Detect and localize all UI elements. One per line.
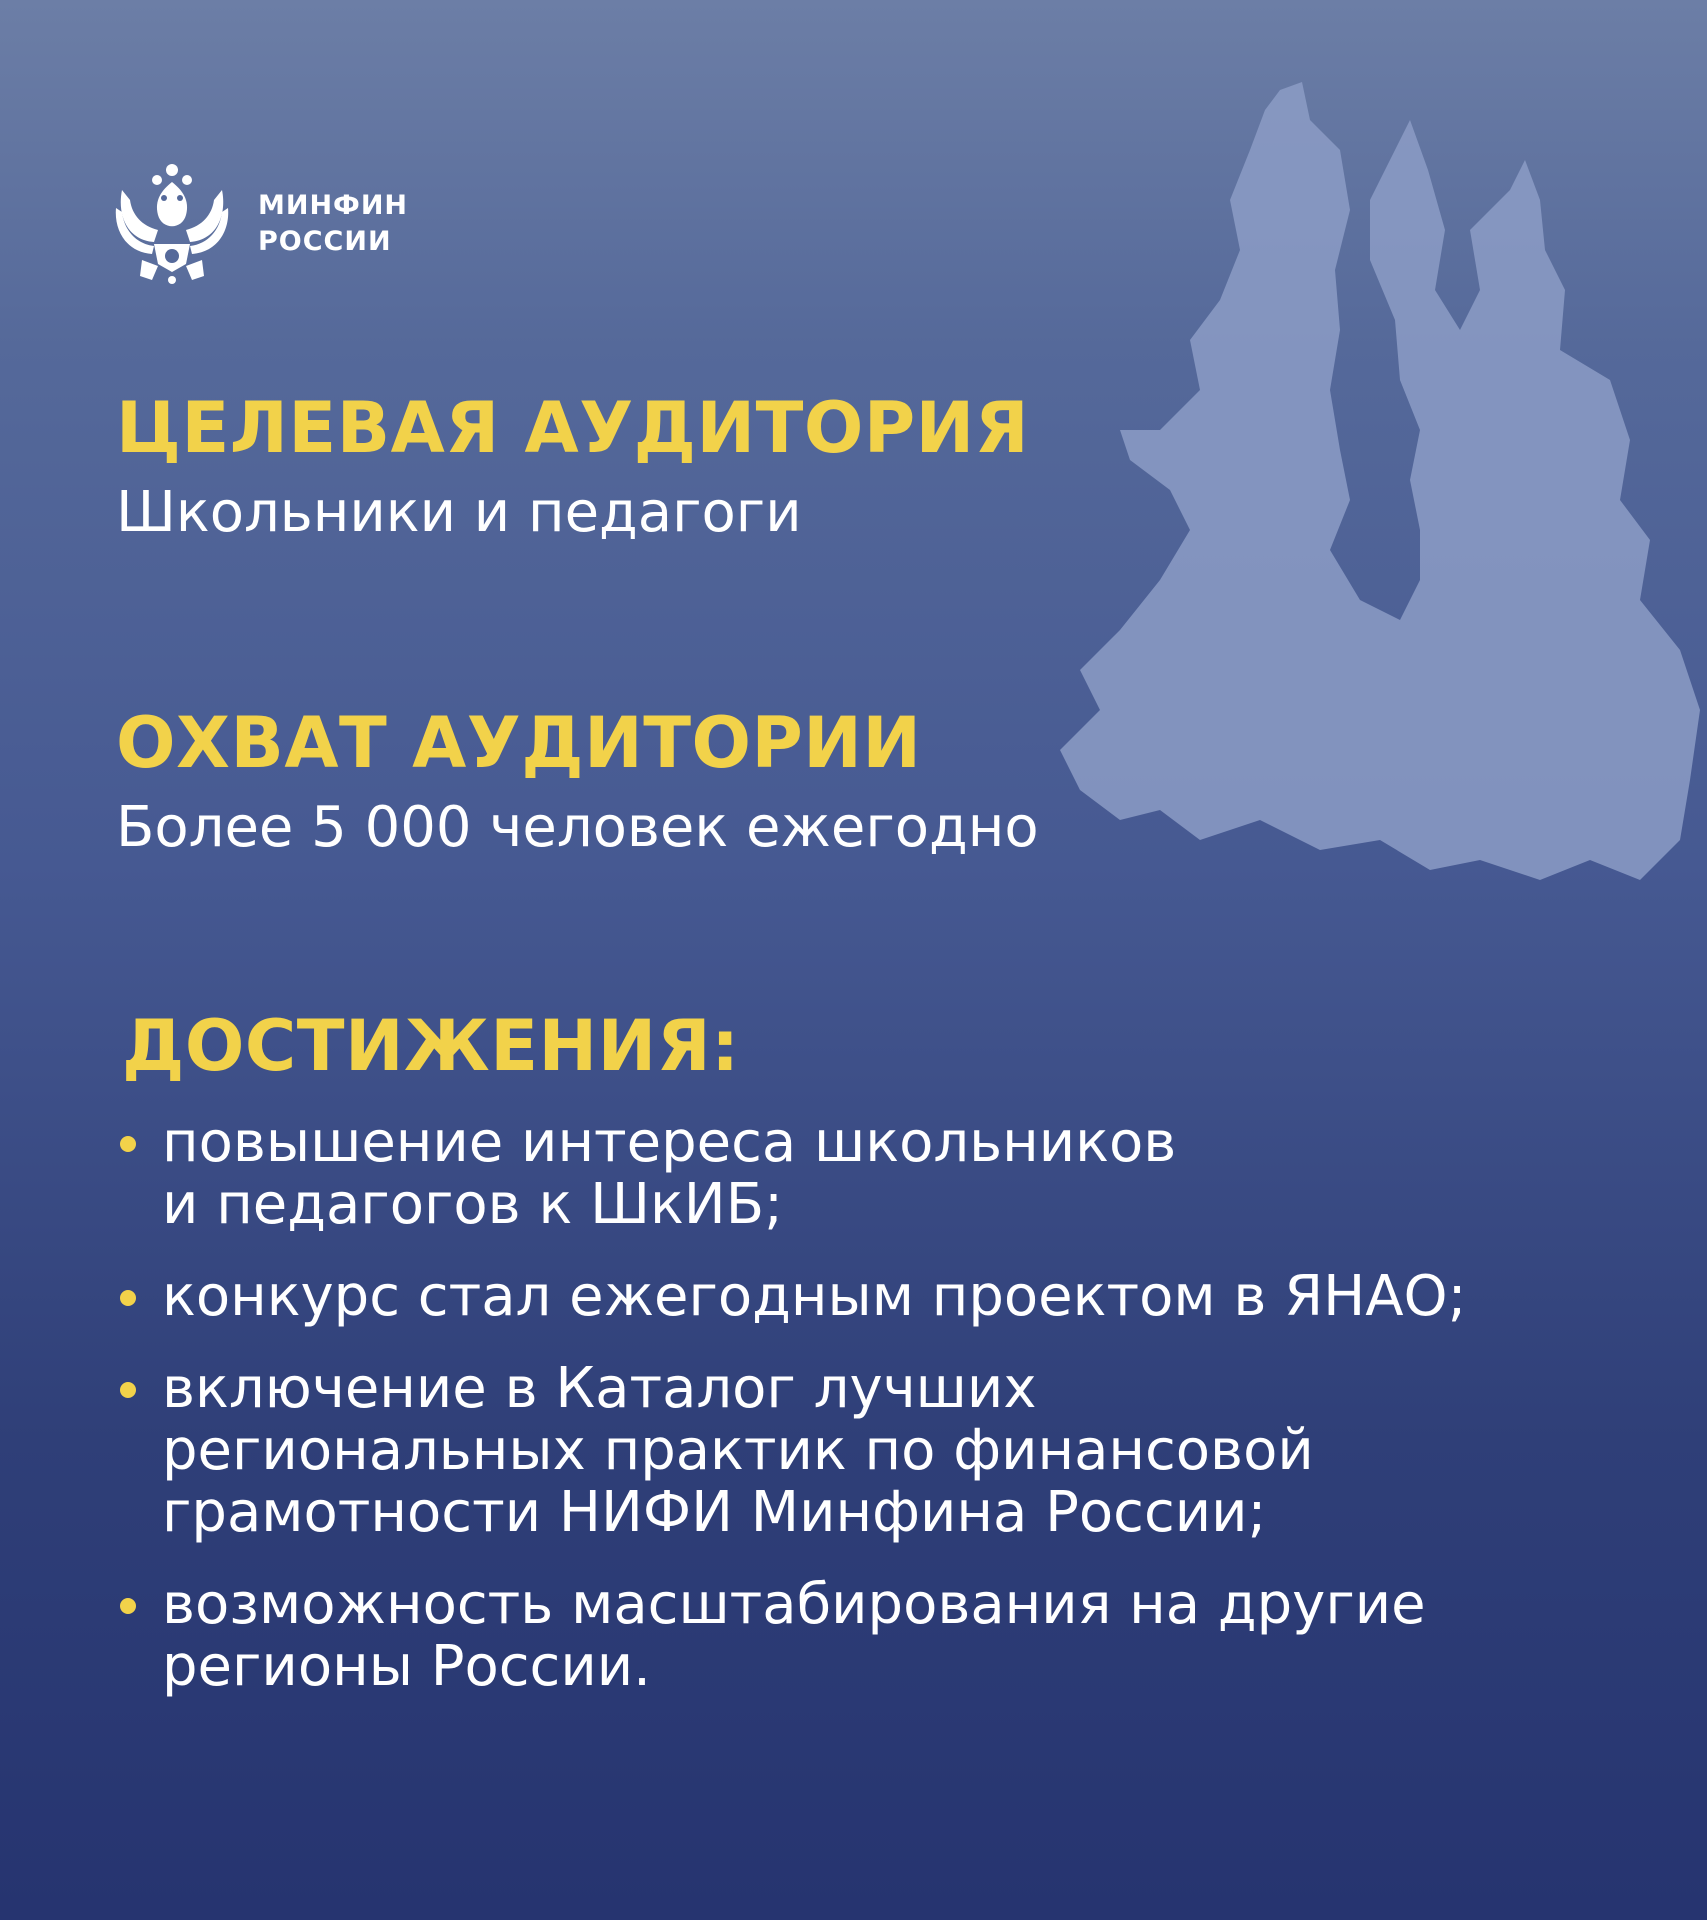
list-item-line: региональных практик по финансовой bbox=[162, 1418, 1314, 1483]
reach-text: Более 5 000 человек ежегодно bbox=[116, 795, 1039, 860]
list-item-line: включение в Каталог лучших bbox=[162, 1356, 1037, 1421]
achievements-list bbox=[116, 1112, 1676, 1728]
eagle-emblem-icon bbox=[112, 160, 232, 285]
audience-text: Школьники и педагоги bbox=[116, 480, 802, 545]
reach-heading: ОХВАТ АУДИТОРИИ bbox=[116, 702, 922, 784]
list-item bbox=[116, 1112, 1676, 1236]
list-item bbox=[116, 1266, 1676, 1328]
list-item-line: грамотности НИФИ Минфина России; bbox=[162, 1480, 1267, 1545]
ministry-name bbox=[258, 188, 408, 260]
list-item-line: повышение интереса школьников bbox=[162, 1110, 1177, 1175]
region-map bbox=[1040, 60, 1707, 910]
list-item bbox=[116, 1358, 1676, 1544]
achievements-heading: ДОСТИЖЕНИЯ: bbox=[122, 1005, 740, 1087]
bullet-icon bbox=[120, 1598, 136, 1614]
audience-heading: ЦЕЛЕВАЯ АУДИТОРИЯ bbox=[116, 387, 1030, 469]
bullet-icon bbox=[120, 1382, 136, 1398]
list-item bbox=[116, 1574, 1676, 1698]
bullet-icon bbox=[120, 1290, 136, 1306]
list-item-line: регионы России. bbox=[162, 1634, 651, 1699]
list-item-line: возможность масштабирования на другие bbox=[162, 1572, 1426, 1637]
ministry-name-line2: РОССИИ bbox=[258, 226, 392, 257]
list-item-line: и педагогов к ШкИБ; bbox=[162, 1172, 783, 1237]
list-item-line: конкурс стал ежегодным проектом в ЯНАО; bbox=[162, 1264, 1467, 1329]
bullet-icon bbox=[120, 1136, 136, 1152]
ministry-name-line1: МИНФИН bbox=[258, 190, 409, 221]
